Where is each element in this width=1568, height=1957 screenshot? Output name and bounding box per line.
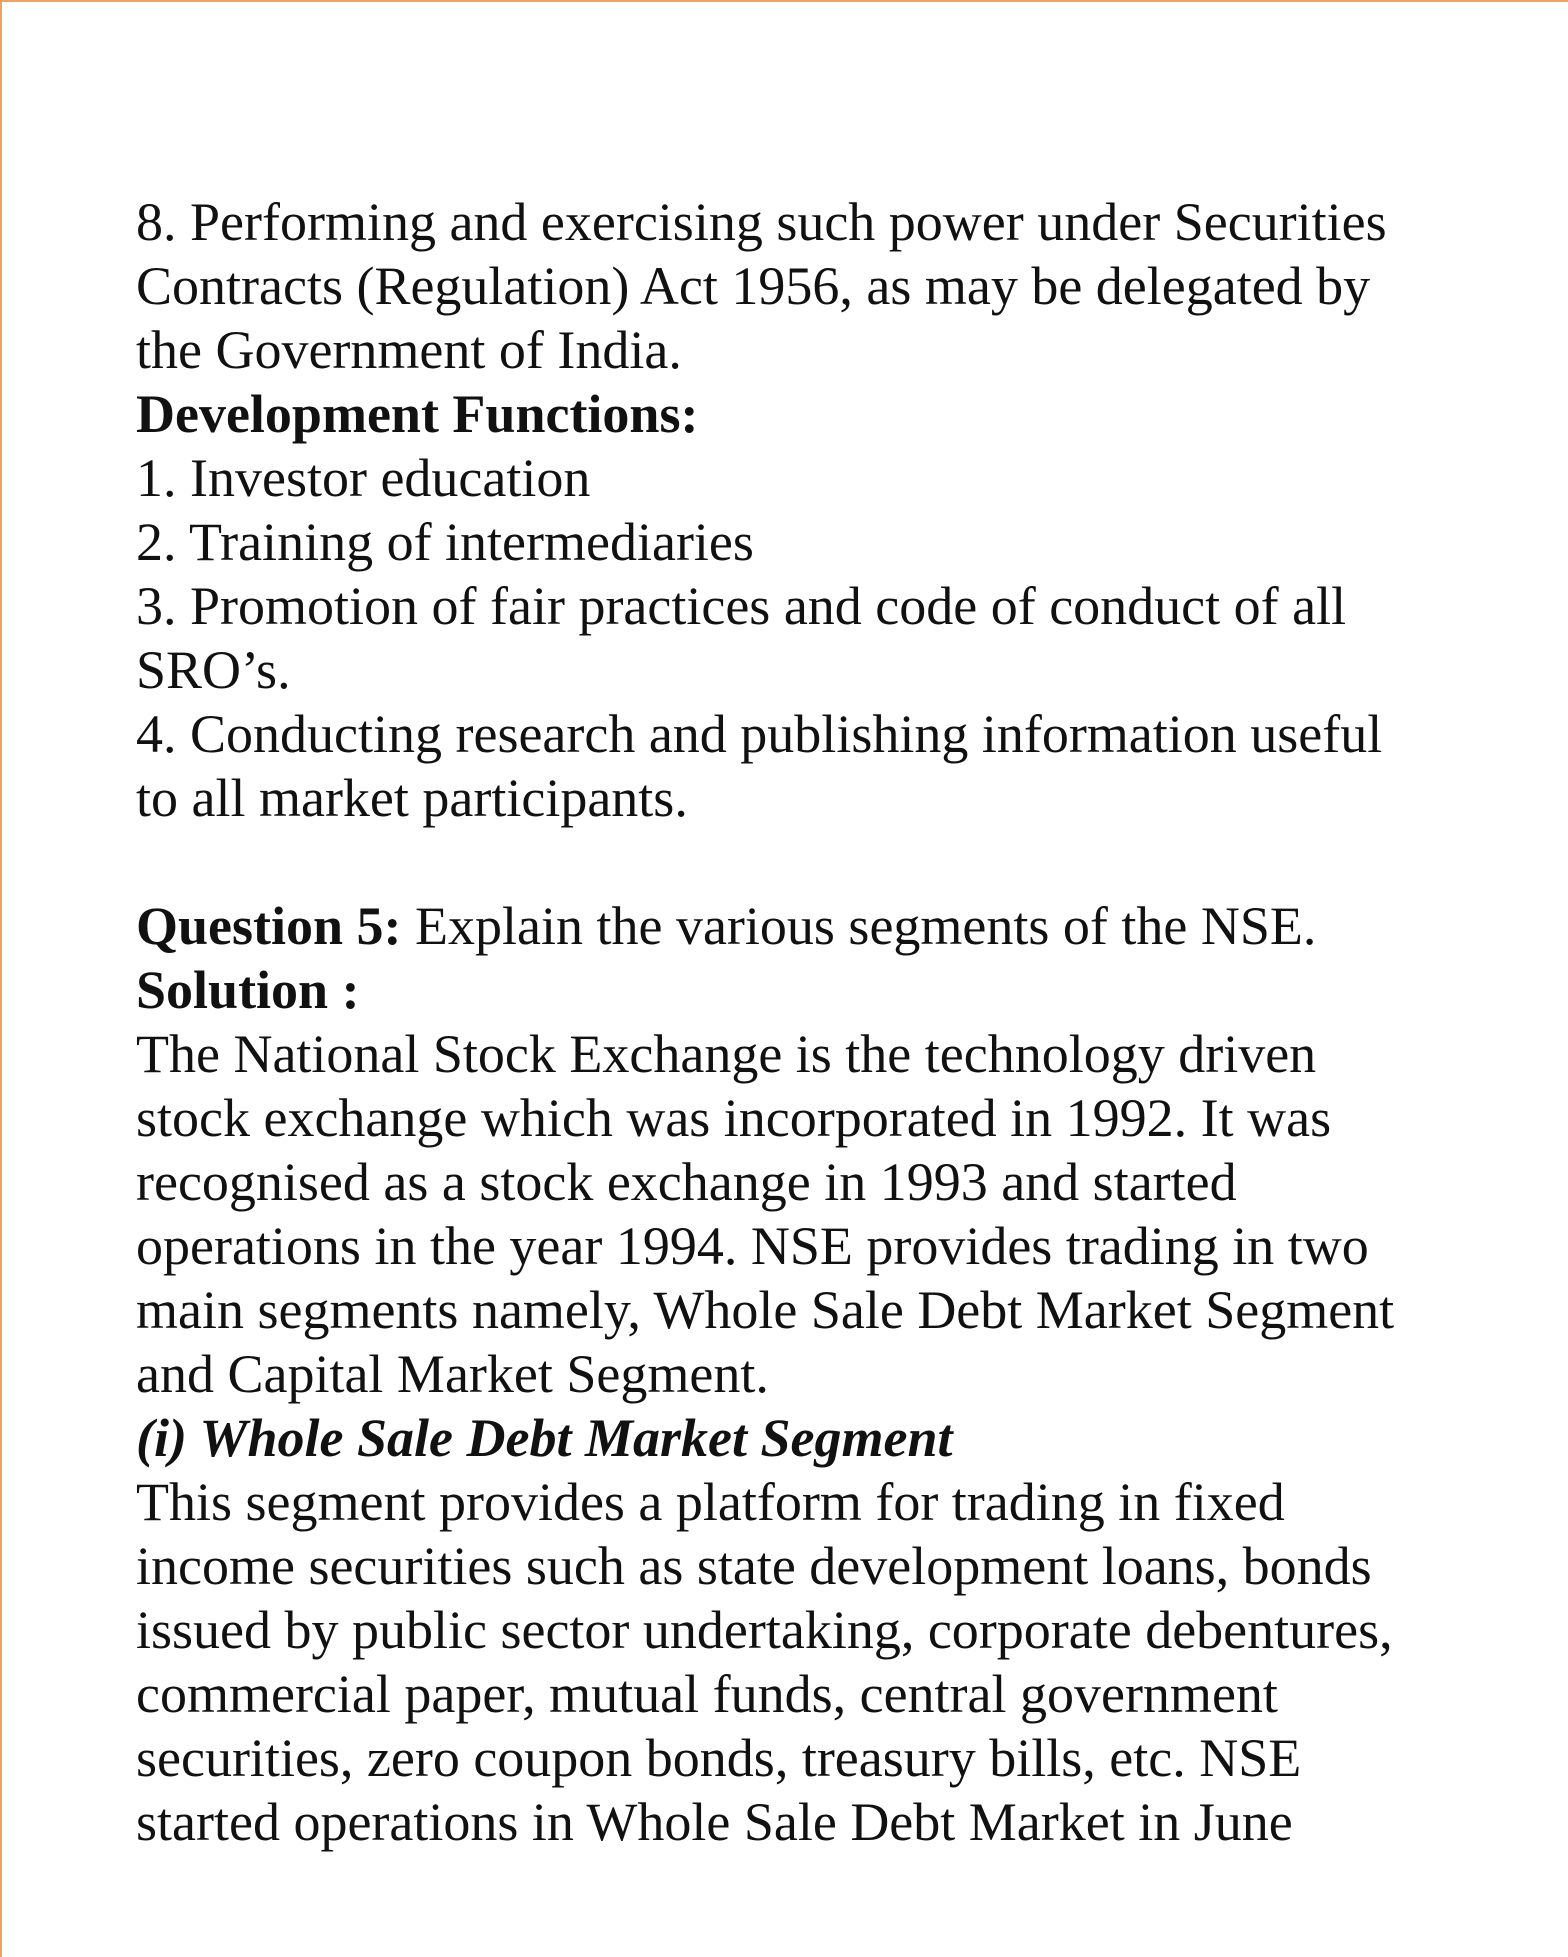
text-line: 8. Performing and exercising such power under Securities: [136, 192, 1387, 252]
solution-label: Solution :: [136, 960, 360, 1020]
text-line: started operations in Whole Sale Debt Market in June: [136, 1792, 1293, 1852]
text-line: stock exchange which was incorporated in 1992. It was: [136, 1088, 1332, 1148]
text-line: recognised as a stock exchange in 1993 and started: [136, 1152, 1237, 1212]
text-line: operations in the year 1994. NSE provides trading in two: [136, 1216, 1369, 1276]
question-line: [136, 894, 1476, 958]
page-content: [136, 190, 1476, 1854]
list-item: to all market participants.: [136, 768, 688, 828]
list-item: 2. Training of intermediaries: [136, 512, 754, 572]
text-line: and Capital Market Segment.: [136, 1344, 769, 1404]
text-line: income securities such as state development loans, bonds: [136, 1536, 1372, 1596]
segment-heading: (i) Whole Sale Debt Market Segment: [136, 1408, 953, 1468]
text-line: securities, zero coupon bonds, treasury bills, etc. NSE: [136, 1728, 1302, 1788]
text-line: main segments namely, Whole Sale Debt Market Segment: [136, 1280, 1395, 1340]
question-text: Explain the various segments of the NSE.: [401, 896, 1317, 956]
list-item: 1. Investor education: [136, 448, 591, 508]
text-line: issued by public sector undertaking, corporate debentures,: [136, 1600, 1393, 1660]
spacer: [136, 830, 1476, 894]
question-label: Question 5:: [136, 896, 402, 956]
text-line: the Government of India.: [136, 320, 682, 380]
list-item: 4. Conducting research and publishing information useful: [136, 704, 1383, 764]
text-line: Contracts (Regulation) Act 1956, as may be delegated by: [136, 256, 1371, 316]
list-item: SRO’s.: [136, 640, 291, 700]
text-line: The National Stock Exchange is the technology driven: [136, 1024, 1317, 1084]
list-item: 3. Promotion of fair practices and code of conduct of all: [136, 576, 1347, 636]
text-line: This segment provides a platform for trading in fixed: [136, 1472, 1285, 1532]
development-heading: Development Functions:: [136, 384, 699, 444]
text-line: commercial paper, mutual funds, central government: [136, 1664, 1278, 1724]
